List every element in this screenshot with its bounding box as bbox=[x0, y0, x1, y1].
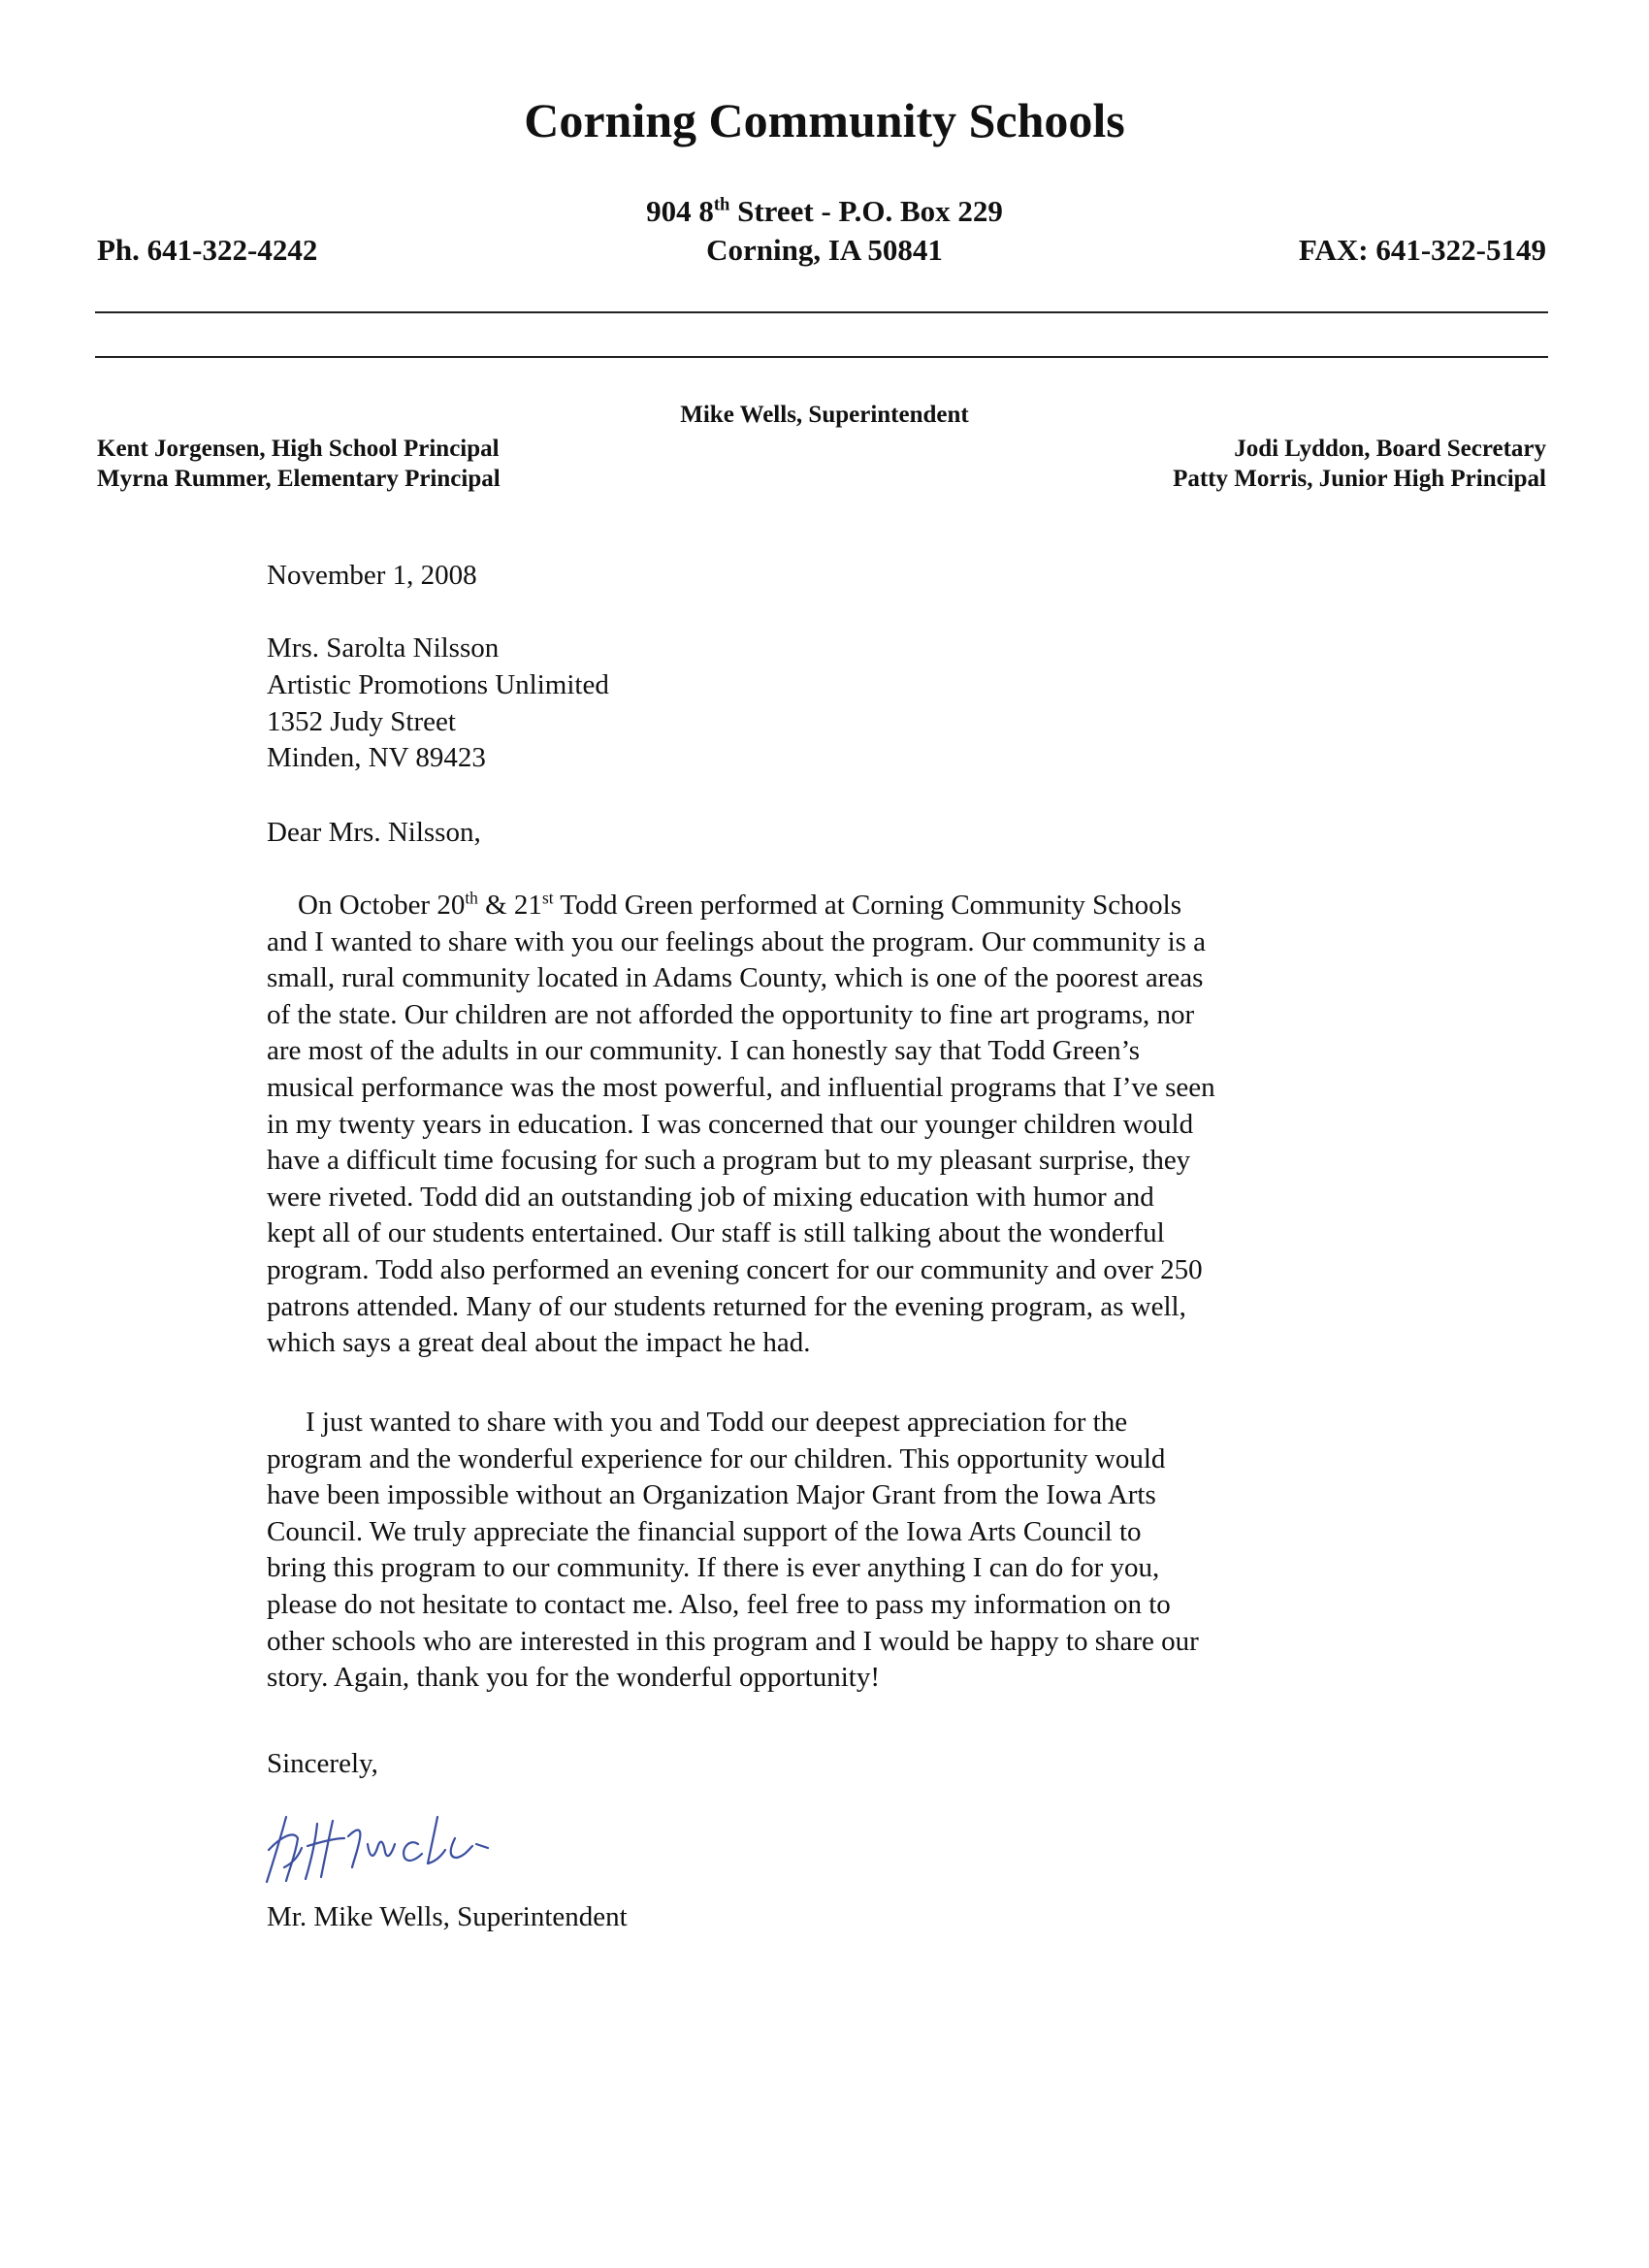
paragraph-2-line: other schools who are interested in this program and I would be happy to share our bbox=[267, 1625, 1199, 1657]
closing: Sincerely, bbox=[267, 1748, 378, 1779]
letter-date: November 1, 2008 bbox=[267, 560, 477, 591]
paragraph-1-line: small, rural community located in Adams County, which is one of the poorest areas bbox=[267, 962, 1204, 994]
phone-number: Ph. 641-322-4242 bbox=[97, 233, 318, 267]
paragraph-1-line: program. Todd also performed an evening concert for our community and over 250 bbox=[267, 1253, 1203, 1285]
paragraph-2-line: Council. We truly appreciate the financial support of the Iowa Arts Council to bbox=[267, 1515, 1142, 1547]
paragraph-2-line: story. Again, thank you for the wonderful opportunity! bbox=[267, 1662, 880, 1694]
recipient-city: Minden, NV 89423 bbox=[267, 742, 486, 773]
superintendent-name: Mike Wells, Superintendent bbox=[680, 402, 969, 428]
fax-number: FAX: 641-322-5149 bbox=[1298, 233, 1546, 267]
paragraph-2-line: bring this program to our community. If there is ever anything I can do for you, bbox=[267, 1552, 1160, 1584]
paragraph-2-line: program and the wonderful experience for our children. This opportunity would bbox=[267, 1442, 1166, 1474]
paragraph-1-lead: On October 20th & 21st Todd Green performed at Corning Community Schools bbox=[298, 888, 1181, 921]
staff-left-2: Myrna Rummer, Elementary Principal bbox=[97, 466, 501, 492]
divider-rule-bottom bbox=[95, 356, 1548, 358]
signature-graphic bbox=[247, 1799, 538, 1896]
staff-left-1: Kent Jorgensen, High School Principal bbox=[97, 436, 500, 462]
paragraph-1-line: of the state. Our children are not afforded the opportunity to fine art programs, nor bbox=[267, 998, 1195, 1030]
divider-rule-top bbox=[95, 311, 1548, 313]
paragraph-1-line: musical performance was the most powerful, and influential programs that I’ve seen bbox=[267, 1071, 1215, 1103]
paragraph-1-line: kept all of our students entertained. Our staff is still talking about the wonderful bbox=[267, 1217, 1165, 1249]
paragraph-2-line: I just wanted to share with you and Todd our deepest appreciation for the bbox=[306, 1407, 1128, 1438]
staff-right-2: Patty Morris, Junior High Principal bbox=[1173, 466, 1546, 492]
city-address: Corning, IA 50841 bbox=[706, 233, 943, 267]
paragraph-1-line: and I wanted to share with you our feelings about the program. Our community is a bbox=[267, 925, 1207, 957]
paragraph-1-line: have a difficult time focusing for such a program but to my pleasant surprise, they bbox=[267, 1145, 1191, 1177]
paragraph-1-line: which says a great deal about the impact he had. bbox=[267, 1327, 811, 1359]
paragraph-1 bbox=[267, 888, 1382, 1362]
handwritten-signature bbox=[247, 1799, 538, 1901]
paragraph-1-line: patrons attended. Many of our students returned for the evening program, as well, bbox=[267, 1290, 1186, 1322]
street-address: 904 8th Street - P.O. Box 229 bbox=[646, 194, 1003, 228]
staff-right-1: Jodi Lyddon, Board Secretary bbox=[1234, 436, 1546, 462]
paragraph-1-line: in my twenty years in education. I was concerned that our younger children would bbox=[267, 1108, 1194, 1140]
recipient-company: Artistic Promotions Unlimited bbox=[267, 669, 609, 700]
paragraph-2-line: please do not hesitate to contact me. Also, feel free to pass my information on to bbox=[267, 1588, 1171, 1620]
paragraph-1-line: are most of the adults in our community. I can honestly say that Todd Green’s bbox=[267, 1035, 1141, 1067]
recipient-street: 1352 Judy Street bbox=[267, 706, 456, 737]
recipient-name: Mrs. Sarolta Nilsson bbox=[267, 632, 500, 664]
signer-name: Mr. Mike Wells, Superintendent bbox=[267, 1901, 628, 1932]
paragraph-2-line: have been impossible without an Organization Major Grant from the Iowa Arts bbox=[267, 1479, 1156, 1511]
paragraph-1-line: were riveted. Todd did an outstanding job of mixing education with humor and bbox=[267, 1181, 1154, 1213]
school-name: Corning Community Schools bbox=[524, 93, 1125, 147]
salutation: Dear Mrs. Nilsson, bbox=[267, 817, 481, 848]
paragraph-2 bbox=[267, 1405, 1382, 1697]
